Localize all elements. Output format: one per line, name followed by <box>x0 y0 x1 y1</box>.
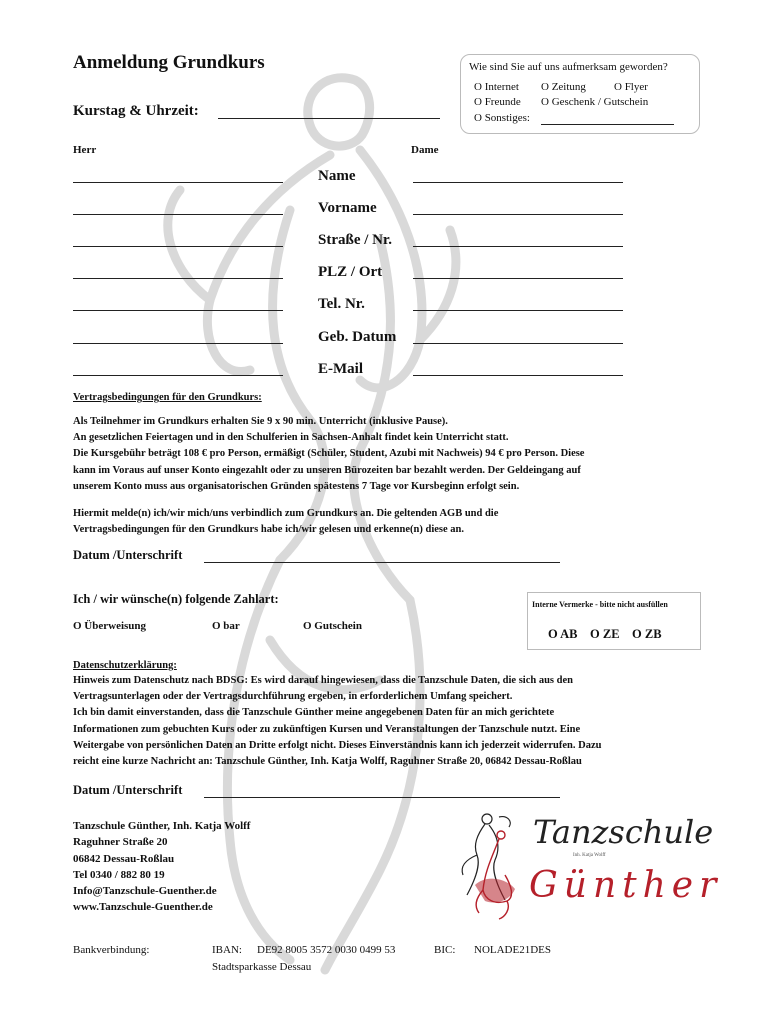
iban-label: IBAN: <box>212 944 242 956</box>
dame-input-line[interactable] <box>413 343 623 344</box>
kurstag-input-line[interactable] <box>218 118 440 119</box>
dame-input-line[interactable] <box>413 214 623 215</box>
bank-label: Bankverbindung: <box>73 944 150 956</box>
survey-question: Wie sind Sie auf uns aufmerksam geworden? <box>469 61 668 73</box>
survey-option-freunde[interactable]: O Freunde <box>474 96 521 108</box>
conditions-text <box>73 414 703 495</box>
signature-label-1: Datum /Unterschrift <box>73 548 183 562</box>
herr-input-line[interactable] <box>73 214 283 215</box>
logo-tagline: Inh. Katja Wolff <box>573 853 606 858</box>
survey-option-flyer[interactable]: O Flyer <box>614 81 648 93</box>
field-label: Geb. Datum <box>318 328 397 345</box>
payment-ueberweisung[interactable]: O Überweisung <box>73 620 147 632</box>
payment-gutschein[interactable]: O Gutschein <box>303 620 362 632</box>
logo-text-tanzschule: Tanzschule <box>533 813 714 851</box>
internal-notes-box <box>527 592 701 650</box>
bic-label: BIC: <box>434 944 456 956</box>
survey-option-zeitung[interactable]: O Zeitung <box>541 81 586 93</box>
sonstiges-input-line[interactable] <box>541 124 674 125</box>
school-logo <box>455 805 723 925</box>
column-herr: Herr <box>73 144 97 156</box>
survey-option-internet[interactable]: O Internet <box>474 81 519 93</box>
privacy-line: Informationen zum gebuchten Kurs oder zu zukünftigen Kursen und Veranstaltungen der Tanzschule nutzt. Eine <box>73 723 581 735</box>
internal-notes-options: O AB O ZE O ZB <box>548 627 662 641</box>
herr-input-line[interactable] <box>73 310 283 311</box>
email-link[interactable]: Info@Tanzschule-Guenther.de <box>73 885 217 898</box>
page-title: Anmeldung Grundkurs <box>73 52 265 73</box>
payment-heading: Ich / wir wünsche(n) folgende Zahlart: <box>73 592 279 606</box>
herr-input-line[interactable] <box>73 343 283 344</box>
field-label: E-Mail <box>318 360 363 377</box>
survey-option-geschenk[interactable]: O Geschenk / Gutschein <box>541 96 649 108</box>
privacy-line: reicht eine kurze Nachricht an: Tanzschule Günther, Inh. Katja Wolff, Raguhner Straße 20, 06842 Dessau-Roßlau <box>73 756 582 768</box>
conditions-heading: Vertragsbedingungen für den Grundkurs: <box>73 392 262 403</box>
column-dame: Dame <box>411 144 439 156</box>
internal-notes-heading: Interne Vermerke - bitte nicht ausfüllen <box>532 600 668 609</box>
field-label: Name <box>318 168 356 184</box>
privacy-line: Weitergabe von persönlichen Daten an Dritte erfolgt nicht. Dieses Einverständnis kann ich jederzeit widerrufen. Dazu <box>73 739 602 751</box>
privacy-line: Vertragsunterlagen oder der Vertragsdurchführung ergeben, in erforderlichem Umfang speichert. <box>73 691 513 703</box>
logo-text-guenther: Günther <box>529 865 723 906</box>
dame-input-line[interactable] <box>413 182 623 183</box>
field-label: Tel. Nr. <box>318 296 365 313</box>
survey-box <box>460 54 700 134</box>
kurstag-label: Kurstag & Uhrzeit: <box>73 103 199 119</box>
survey-option-sonstiges[interactable]: O Sonstiges: <box>474 112 530 124</box>
address-line: Raguhner Straße 20 <box>73 836 168 849</box>
signature-line-2[interactable] <box>204 797 560 798</box>
dame-input-line[interactable] <box>413 310 623 311</box>
agreement-text <box>73 506 703 538</box>
signature-line-1[interactable] <box>204 562 560 563</box>
privacy-line: Ich bin damit einverstanden, dass die Tanzschule Günther meine angegebenen Daten für an mich gerichtete <box>73 707 555 719</box>
conditions-line: An gesetzlichen Feiertagen und in den Schulferien in Sachsen-Anhalt findet kein Unterricht statt. <box>73 432 509 444</box>
bic-value: NOLADE21DES <box>474 944 551 956</box>
privacy-text <box>73 673 703 770</box>
dame-input-line[interactable] <box>413 375 623 376</box>
herr-input-line[interactable] <box>73 278 283 279</box>
field-label: Vorname <box>318 200 377 217</box>
agreement-line: Vertragsbedingungen für den Grundkurs habe ich/wir gelesen und erkenne(n) diese an. <box>73 524 464 536</box>
dame-input-line[interactable] <box>413 278 623 279</box>
conditions-line: Die Kursgebühr beträgt 108 € pro Person, ermäßigt (Schüler, Student, Azubi mit Nachweis) 94 € pro Person. Diese <box>73 448 585 460</box>
conditions-line: unserem Konto muss aus organisatorischen Gründen spätestens 7 Tage vor Kursbeginn erfolgt sein. <box>73 480 520 492</box>
dame-input-line[interactable] <box>413 246 623 247</box>
field-label: Straße / Nr. <box>318 232 393 249</box>
bank-name: Stadtsparkasse Dessau <box>212 961 312 973</box>
herr-input-line[interactable] <box>73 246 283 247</box>
address-line: Tanzschule Günther, Inh. Katja Wolff <box>73 820 251 832</box>
privacy-line: Hinweis zum Datenschutz nach BDSG: Es wird darauf hingewiesen, dass die Tanzschule Daten, die sich aus den <box>73 675 573 686</box>
herr-input-line[interactable] <box>73 375 283 376</box>
signature-label-2: Datum /Unterschrift <box>73 783 183 797</box>
address-line: Tel 0340 / 882 80 19 <box>73 868 165 881</box>
website-link[interactable]: www.Tanzschule-Guenther.de <box>73 901 213 914</box>
privacy-heading: Datenschutzerklärung: <box>73 660 177 671</box>
school-address <box>73 818 250 916</box>
agreement-line: Hiermit melde(n) ich/wir mich/uns verbindlich zum Grundkurs an. Die geltenden AGB und die <box>73 508 499 519</box>
payment-bar[interactable]: O bar <box>212 620 240 632</box>
conditions-line: kann im Voraus auf unser Konto eingezahlt oder zu unseren Bürozeiten bar bezahlt werden. Der Geldeingang auf <box>73 464 581 476</box>
address-line: 06842 Dessau-Roßlau <box>73 852 175 865</box>
field-label: PLZ / Ort <box>318 264 383 281</box>
herr-input-line[interactable] <box>73 182 283 183</box>
iban-value: DE92 8005 3572 0030 0499 53 <box>257 944 396 956</box>
conditions-line: Als Teilnehmer im Grundkurs erhalten Sie 9 x 90 min. Unterricht (inklusive Pause). <box>73 416 448 427</box>
